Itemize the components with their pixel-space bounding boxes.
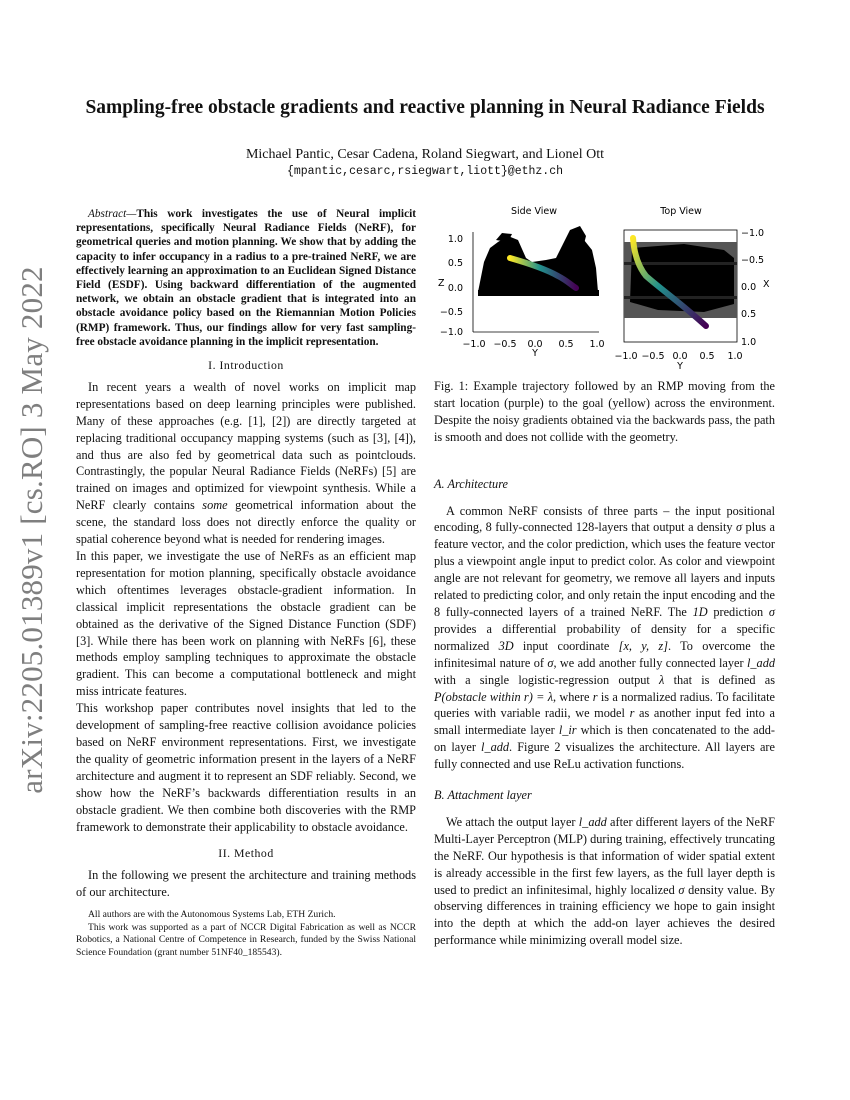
author-emails: {mpantic,cesarc,rsiegwart,liott}@ethz.ch (286, 165, 564, 178)
side-xtick-2: −0.5 (493, 339, 517, 350)
footnote-funding: This work was supported as a part of NCCR Digital Fabrication as well as NCCR Robotics, a National Centre of Competence in Research, funded by the Swiss National Science Foundation (grant number 51NF40_185543). (76, 921, 416, 958)
top-view-right-ticks (741, 228, 764, 348)
method-paragraph-1: In the following we present the architecture and training methods of our architecture. (76, 868, 416, 900)
side-view-title: Side View (510, 206, 558, 217)
attachment-paragraph: We attach the output layer l_add after different layers of the NeRF Multi-Layer Perceptron (MLP) during training, effectively truncating the NeRF. Our hypothesis is that information of wider spatial extent is already accessible in the first few layers, as the full layer depth is used to predict an infinitesimal, highly localized σ density value. By observing differences in training efficiency we hope to gain insight into the depth at which the add-on layer achieves the desired performance while minimizing overall model size. (434, 814, 775, 948)
intro-p1-emphasis: some (202, 498, 228, 513)
footnotes (76, 909, 416, 959)
abstract-dash: — (126, 208, 137, 220)
subsection-heading-architecture: A. Architecture (434, 476, 508, 491)
side-ytick-2: 0.5 (447, 258, 463, 269)
top-rtick-4: 0.5 (741, 309, 757, 320)
arxiv-identifier: arXiv:2205.01389v1 [cs.RO] 3 May 2022 (14, 266, 49, 794)
figure-1-plots (434, 200, 775, 372)
side-ytick-5: −1.0 (439, 327, 463, 338)
intro-paragraph-2: In this paper, we investigate the use of NeRFs as an efficient map representation for motion planning, specifically obstacle avoidance which oftentimes leverages obstacle-gradient information. In classical implicit representations the obstacle gradient can be obtained as the derivative of the Signed Distance Function (SDF) [3]. While there has been work on planning with NeRFs [6], these methods employ sampling techniques to approximate the obstacle gradient. This can become a computational bottleneck and might miss intricate features. (76, 549, 416, 699)
right-column (434, 378, 775, 949)
intro-paragraph-1 (76, 379, 416, 548)
top-xtick-2: −0.5 (641, 351, 665, 362)
side-xtick-3: 0.0 (527, 339, 543, 350)
architecture-paragraph: A common NeRF consists of three parts – the input positional encoding, 8 fully-connected 128-layers that output a density σ plus a feature vector, and the color prediction, which uses the feature vector plus a viewpoint angle input to predict color. As color and viewpoint angle are not relevant for geometry, we remove all layers and inputs related to predicting color, and only retain the input encoding and the 8 fully-connected layers of a trained NeRF. The 1D prediction σ provides a differential probability of density for a specific normalized 3D input coordinate [x, y, z]. To overcome the infinitesimal nature of σ, we add another fully connected layer l_add with a single logistic-regression output λ that is defined as P(obstacle within r) = λ, where r is a normalized radius. To facilitate queries with variable radii, we model r as another input fed into a small intermediate layer l_ir which is then concatenated to the add-on layer l_add. Figure 2 visualizes the architecture. All layers are fully connected and use ReLu activation functions. (434, 503, 776, 772)
intro-p1-text-end: geometrical information about the scene, the standard loss does not directly enforce the quality or spatial coherence beyond what is needed for rendering images. (76, 498, 416, 547)
top-rtick-1: −1.0 (741, 228, 765, 239)
top-xtick-1: −1.0 (614, 351, 638, 362)
top-xtick-5: 1.0 (727, 351, 743, 362)
subsection-heading-attachment: B. Attachment layer (434, 788, 532, 803)
top-right-axis-label: X (763, 279, 770, 290)
section-heading-introduction: I. Introduction (208, 358, 284, 373)
arxiv-sidebar (8, 266, 56, 794)
abstract-text: This work investigates the use of Neural implicit representations, specifically Neural Radiance Fields (NeRF), for geometrical queries and motion planning. We show that by adding the capacity to infer occupancy in a radius to a pre-trained NeRF, we are effectively learning an approximation to an Euclidean Signed Distance Field (ESDF). Using backward differentiation of the augmented network, we obtain an obstacle gradient that is integrated into an obstacle avoidance policy based on the Riemannian Motion Policies (RMP) framework. Thus, our findings allow for very fast sampling-free obstacle avoidance planning in the implicit representation. (76, 208, 416, 348)
side-x-axis-label: Y (532, 348, 538, 359)
side-xtick-5: 1.0 (589, 339, 605, 350)
section-heading-method: II. Method (218, 846, 274, 861)
figure-1 (434, 200, 775, 372)
side-view-point-cloud (478, 226, 599, 296)
author-list: Michael Pantic, Cesar Cadena, Roland Siegwart, and Lionel Ott (245, 147, 605, 162)
side-xtick-4: 0.5 (558, 339, 574, 350)
top-xtick-4: 0.5 (699, 351, 715, 362)
footnote-affiliation: All authors are with the Autonomous Systems Lab, ETH Zurich. (88, 909, 336, 921)
left-column (76, 207, 416, 960)
top-rtick-3: 0.0 (741, 282, 757, 293)
intro-paragraph-3: This workshop paper contributes novel insights that led to the development of sampling-free reactive collision avoidance policies based on NeRF environment representations. First, we investigate the quality of geometric information present in the layers of a NeRF architecture and augment it to represent an SDF reliably. Second, we show how the NeRF’s backwards differentiation results in an obstacle gradient. We then combine both discoveries with the RMP framework to demonstrate their applicability to obstacle avoidance. (76, 701, 416, 834)
figure-1-caption: Fig. 1: Example trajectory followed by an RMP moving from the start location (purple) to the goal (yellow) across the environment. Despite the noisy gradients obtained via the backwards pass, the path is smooth and does not collide with the geometry. (434, 379, 775, 444)
abstract-label: Abstract (88, 208, 127, 220)
side-ytick-1: 1.0 (447, 234, 463, 245)
side-y-axis-label: Z (438, 278, 445, 289)
paper-title: Sampling-free obstacle gradients and reactive planning in Neural Radiance Fields (85, 97, 765, 118)
top-rtick-5: 1.0 (741, 337, 757, 348)
side-ytick-3: 0.0 (447, 283, 463, 294)
intro-p1-text: In recent years a wealth of novel works on implicit map representations based on deep learning principles were published. Many of these approaches (e.g. [1], [2]) are directly targeted at replacing traditional occupancy mapping systems (such as [3], [4]), and thus are also fed by geometrical data such as pointclouds. Contrastingly, the popular Neural Radiance Fields (NeRFs) [5] are trained on images and optimized for viewpoint synthesis. While a NeRF clearly contains (76, 379, 416, 513)
side-xtick-1: −1.0 (462, 339, 486, 350)
top-rtick-2: −0.5 (741, 255, 765, 266)
top-view-title: Top View (660, 206, 702, 217)
side-ytick-4: −0.5 (439, 307, 463, 318)
top-xtick-3: 0.0 (672, 351, 688, 362)
abstract (76, 207, 416, 349)
top-x-axis-label: Y (677, 361, 683, 372)
